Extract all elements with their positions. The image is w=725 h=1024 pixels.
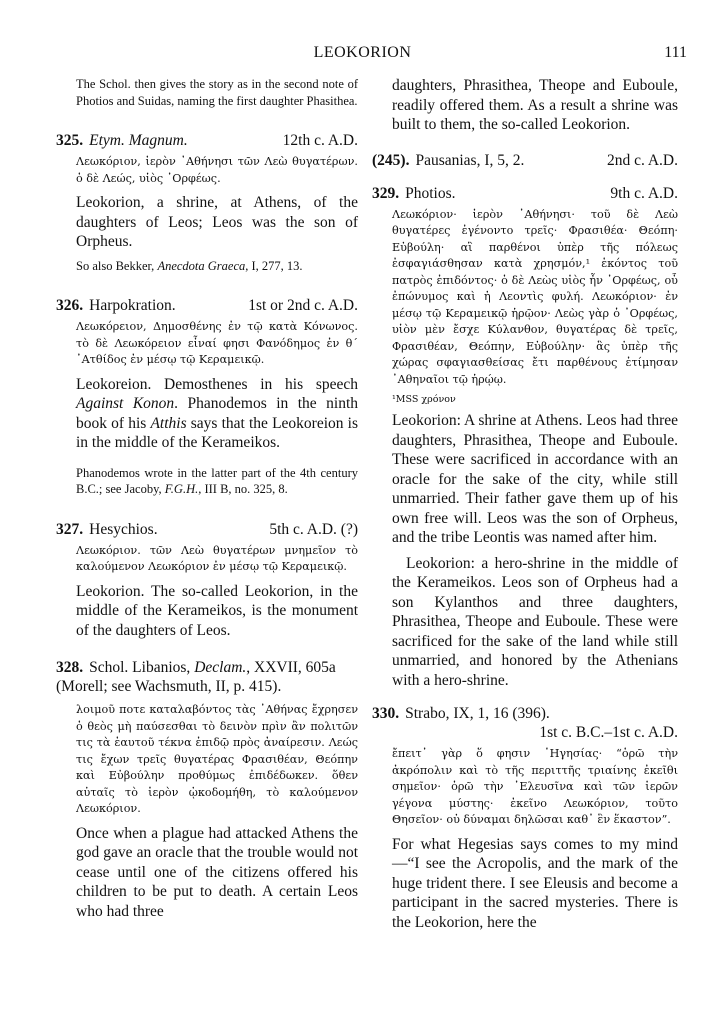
entry-source: Etym. Magnum.: [89, 132, 188, 149]
entry-source: Harpokration.: [89, 297, 176, 314]
greek-text: ἔπειτ᾽ γὰρ ὅ φησιν ῾Ηγησίας· “ὁρῶ τὴν ἀκρόπολιν καὶ τὸ τῆς περιττῆς τριαίνης ἐκεῖθι σημεῖον· ὁρῶ τὴν ᾿Ελευσῖνα καὶ τῶν ἱερῶν γέγονα μύστης· ἐκεῖνο Λεωκόριον, τοῦτο Θησεῖον· οὐ δύναμαι δηλῶσαι καθ᾽ ἓν ἕκαστον”.: [392, 747, 678, 826]
greek-text: λοιμοῦ ποτε καταλαβόντος τὰς ᾿Αθήνας ἔχρησεν ὁ θεὸς μὴ παύσεσθαι τὸ δεινὸν πρὶν ἂν πολιτῶν τις τὰ ἑαυτοῦ τέκνα ἐπιδῷ πρὸς ἀναίρεσιν. Λεώς τις ἔχων τρεῖς θυγατέρας Φρασιθέαν, Θεόπην καὶ Εὐβούλην προθύμως ἐπιδέδωκεν. ὅθεν αὐταῖς τὸ ἱερὸν ᾠκοδομήθη, τὸ καλούμενον Λεωκόριον.: [76, 703, 358, 815]
entry-heading: [372, 151, 678, 170]
greek-text: Λεωκόρειον, Δημοσθένης ἐν τῷ κατὰ Κόνωνος. τὸ δὲ Λεωκόρειον εἶναί φησι Φανόδημος ἐν θ΄ ᾿Ατθίδος ἐν μέσῳ τῷ Κεραμεικῷ.: [76, 320, 358, 366]
translation: For what Hegesias says comes to my mind—“I see the Acropolis, and the mark of the huge trident there. I see Eleusis and become a participant in the sacred mysteries. There is the Leokorion, here the: [392, 835, 678, 931]
page-number: 111: [664, 44, 687, 61]
entry-note: Phanodemos wrote in the latter part of the 4th century B.C.; see Jacoby, F.G.H., III B, no. 325, 8.: [76, 465, 358, 496]
entry-245: [372, 151, 678, 170]
right-column: [372, 76, 678, 946]
running-title: LEOKORION: [313, 44, 412, 61]
entry-source: Schol. Libanios,: [89, 659, 195, 676]
entry-number: 330.: [372, 705, 400, 722]
entry-date: 1st c. B.C.–1st c. A.D.: [539, 724, 678, 741]
translation-continued: daughters, Phrasithea, Theope and Euboule, readily offered them. As a result a shrine was built to them, the so-called Leokorion.: [392, 77, 678, 133]
entry-heading: 328. Schol. Libanios, Declam., XXVII, 605a (Morell; see Wachsmuth, II, p. 415).: [56, 659, 336, 695]
entry-327: [56, 520, 358, 641]
entry-source: Photios.: [405, 184, 456, 202]
entry-326: [56, 296, 358, 498]
translation: Leokorion. The so-called Leokorion, in the middle of the Kerameikos, is the monument of the daughters of Leos.: [76, 582, 358, 639]
translation-second: Leokorion: a hero-shrine in the middle of the Kerameikos. Leos son of Orpheus had a son Kylanthos and three daughters, Phrasithea, Theope and Euboule. These were sacrificed for the sake of the land while still unmarried, and honored by the Athenians with a hero-shrine.: [392, 554, 678, 689]
entry-number: 329.: [372, 184, 400, 202]
greek-text: Λεωκόριον. τῶν Λεὼ θυγατέρων μνημεῖον τὸ καλούμενον Λεωκόριον ἐν μέσῳ τῷ Κεραμεικῷ.: [76, 543, 358, 573]
entry-heading: [372, 184, 678, 203]
translation: Once when a plague had attacked Athens the god gave an oracle that the trouble would not cease until one of the citizens offered his children to be put to death. A certain Leos who had three: [76, 824, 358, 920]
entry-heading: [372, 704, 678, 723]
entry-325: [56, 131, 358, 274]
entry-source: Strabo, IX, 1, 16 (396).: [405, 705, 550, 722]
entry-heading: [56, 131, 358, 150]
entry-329: [372, 184, 678, 691]
entry-date: 5th c. A.D. (?): [269, 520, 358, 538]
entry-number: 328.: [56, 659, 84, 676]
entry-number: (245).: [372, 151, 410, 169]
entry-heading: [56, 520, 358, 539]
entry-note: So also Bekker, Anecdota Graeca, I, 277, 13.: [76, 258, 303, 273]
left-column: [56, 76, 358, 935]
entry-330: [372, 704, 678, 932]
entry-source: Pausanias, I, 5, 2.: [415, 151, 525, 169]
entry-328: [56, 658, 358, 921]
translation: Leokorion, a shrine, at Athens, of the daughters of Leos; Leos was the son of Orpheus.: [76, 194, 358, 250]
entry-number: 327.: [56, 520, 84, 538]
translation: Leokorion: A shrine at Athens. Leos had three daughters, Phrasithea, Theope and Euboule. These were sacrificed in accordance with an oracle for the sake of the city, while still unmarried. Their father gave them up of his own free will. Leos was the son of Orpheus, and the tribe Leontis was named after him.: [392, 412, 678, 546]
greek-text: Λεωκόριον, ἱερὸν ᾿Αθήνησι τῶν Λεὼ θυγατέρων. ὁ δὲ Λεώς, υἱὸς ᾿Ορφέως.: [76, 155, 358, 185]
entry-number: 325.: [56, 132, 84, 149]
entry-source: Hesychios.: [89, 520, 158, 538]
greek-text: Λεωκόριον· ἱερὸν ᾿Αθήνησι· τοῦ δὲ Λεὼ θυγατέρες ἐγένοντο τρεῖς· Φρασιθέα· Θεόπη· Εὐβούλη· αἳ παρθένοι ὑπὲρ τῆς πόλεως ἐσφαγιάσθησαν κατὰ χρησμόν,¹ ἑκόντος τοῦ πατρὸς ἐπιδόντος· ὁ δὲ Λεὼς υἱὸς ἦν ᾿Ορφέως, οὗ ἐπώνυμος καὶ ἡ Λεοντὶς φυλή. Λεωκόριον· ἐν μέσῳ τῷ Κεραμεικῷ ἡρῷον· Λεὼς γὰρ ὁ ᾿Ορφέως, υἱὸν μὲν ἔσχε Κύλανθον, θυγατέρας δὲ τρεῖς, Φρασιθέαν, Θεόπην, Εὐβούλην· ἃς ὑπὲρ τῆς χώρας σφαγιασθείσας ἔτι παρθένους ἐτίμησαν ᾿Αθηναῖοι τῷ ἡρῴῳ.: [392, 207, 678, 386]
footnote: ¹MSS χρόνον: [392, 394, 456, 405]
intro-note: The Schol. then gives the story as in the second note of Photios and Suidas, naming the first daughter Phasithea.: [76, 77, 358, 108]
entry-date: 2nd c. A.D.: [606, 151, 678, 169]
entry-heading: [56, 296, 358, 315]
translation: Leokoreion. Demosthenes in his speech Against Konon. Phanodemos in the ninth book of his Atthis says that the Leokoreion is in the middle of the Kerameikos.: [76, 375, 359, 451]
entry-date: 1st or 2nd c. A.D.: [248, 297, 358, 314]
entry-date: 9th c. A.D.: [610, 184, 678, 202]
entry-number: 326.: [56, 297, 84, 314]
running-header: [0, 44, 725, 68]
entry-date: 12th c. A.D.: [282, 132, 358, 149]
